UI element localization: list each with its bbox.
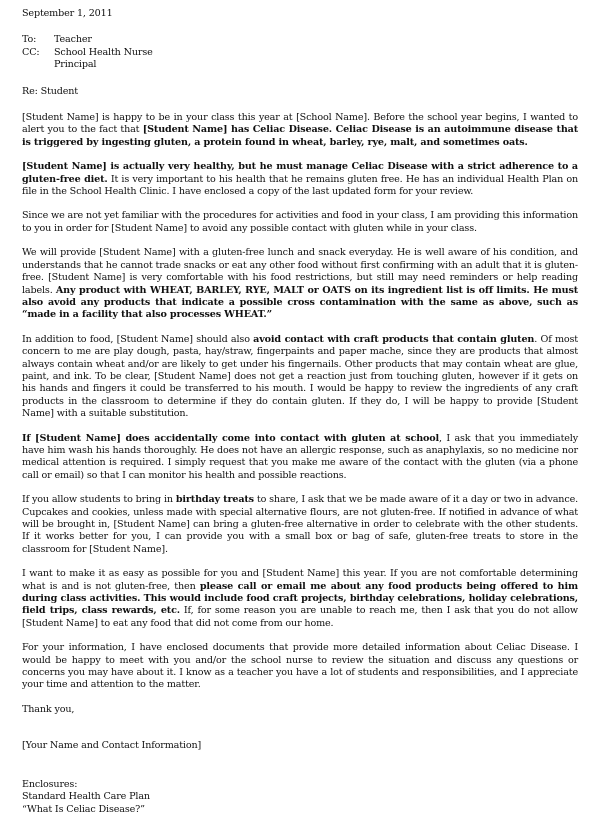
enclosures-label: Enclosures: [22, 778, 78, 790]
signature: [Your Name and Contact Information] [22, 740, 202, 752]
bold-text-run: [Student Name] is actually very healthy, but he must manage Celiac Disease with a strict adherence to a gluten-free diet. [22, 161, 578, 185]
bold-text-run: birthday treats [175, 494, 254, 506]
bold-text-run: [Student Name] has Celiac Disease. Celiac Disease is an autoimmune disease that is triggered by ingesting gluten, a protein found in wheat, barley, rye, malt, and sometimes oats. [22, 124, 578, 148]
paragraph [22, 112, 578, 149]
paragraph [22, 161, 578, 198]
paragraph [22, 642, 578, 692]
paragraph [22, 334, 578, 421]
to-label: To: [22, 34, 37, 46]
text-run: If you allow students to bring in [22, 494, 176, 506]
text-run: It is very important to his health that he remains gluten free. He has an individual Health Plan on file in the School Health Clinic. I have enclosed a copy of the last updated form for your review. [22, 173, 578, 198]
bold-text-run: avoid contact with craft products that contain gluten [253, 333, 535, 345]
paragraph [22, 568, 578, 630]
cc-label: CC: [22, 46, 40, 58]
bold-text-run: Any product with WHEAT, BARLEY, RYE, MALT or OATS on its ingredient list is off limits. He must also avoid any products that indicate a possible cross contamination with the same as above, such as “made in a facility that also processes WHEAT.” [22, 284, 578, 321]
text-run: to share, I ask that we be made aware of it a day or two in advance. Cupcakes and cookies, unless made with special alternative flours, are not gluten-free. If notified in advance of what will be brought in, [Student Name] can bring a gluten-free alternative in order to celebrate with the other students. If it works better for you, I can provide you with a small box or bag of safe, gluten-free treats to store in the classroom for [Student Name]. [22, 494, 578, 555]
closing: Thank you, [22, 703, 75, 715]
paragraph [22, 433, 578, 483]
enclosure-item: Standard Health Care Plan [22, 791, 150, 803]
letter-date: September 1, 2011 [22, 8, 113, 19]
cc-value: Principal [54, 59, 97, 71]
paragraph [22, 247, 578, 321]
to-value: Teacher [54, 34, 92, 46]
text-run: I want to make it as easy as possible for you and [Student Name] this year. If you are not comfortable determining what is and is not gluten-free, then [22, 568, 578, 592]
cc-value: School Health Nurse [54, 46, 153, 58]
enclosure-item: “What Is Celiac Disease?” [22, 803, 145, 815]
paragraph [22, 210, 578, 235]
text-run: We will provide [Student Name] with a gluten-free lunch and snack everyday. He is well aware of his condition, and understands that he cannot trade snacks or eat any other food without first confirming with an adult that it is gluten-free. [Student Name] is very comfortable with his food restrictions, but still may need reminders or help reading labels. [22, 247, 578, 296]
text-run: [Student Name] is happy to be in your class this year at [School Name]. Before the school year begins, I wanted to alert you to the fact that [22, 112, 578, 136]
address-block [22, 34, 578, 71]
text-run: , I ask that you immediately have him wash his hands thoroughly. He does not have an allergic response, such as anaphylaxis, so no medicine nor medical attention is required. I simply request that you make me aware of the contact with the gluten (via a phone call or email) so that I can monitor his health and possible reactions. [22, 432, 578, 481]
text-run: . Of most concern to me are play dough, pasta, hay/straw, fingerpaints and paper mache, since they are products that almost always contain wheat and/or are likely to get under his fingernails. Other products that may contain wheat are glue, paint, and ink. To be clear, [Student Name] does not get a reaction just from touching gluten, however if it gets on his hands and fingers it could be transferred to his mouth. I would be happy to review the ingredients of any craft products in the classroom to determine if they do contain gluten. If they do, I will be happy to provide [Student Name] with a suitable substitution. [22, 333, 578, 420]
paragraph [22, 494, 578, 556]
bold-text-run: please call or email me about any food products being offered to him during class activities. This would include food craft projects, birthday celebrations, holiday celebrations, field trips, class rewards, etc. [22, 580, 578, 617]
enclosures [22, 779, 578, 816]
text-run: In addition to food, [Student Name] should also [22, 333, 254, 345]
bold-text-run: If [Student Name] does accidentally come into contact with gluten at school [22, 432, 440, 444]
subject-line: Re: Student [22, 85, 78, 97]
text-run: For your information, I have enclosed documents that provide more detailed information about Celiac Disease. I would be happy to meet with you and/or the school nurse to review the situation and discuss any questions or concerns you may have about it. I know as a teacher you have a lot of students and responsibilities, and I appreciate your time and attention to the matter. [22, 642, 578, 691]
text-run: Since we are not yet familiar with the procedures for activities and food in your class, I am providing this information to you in order for [Student Name] to avoid any possible contact with gluten while in your class. [22, 210, 578, 234]
text-run: If, for some reason you are unable to reach me, then I ask that you do not allow [Student Name] to eat any food that did not come from our home. [22, 605, 578, 629]
